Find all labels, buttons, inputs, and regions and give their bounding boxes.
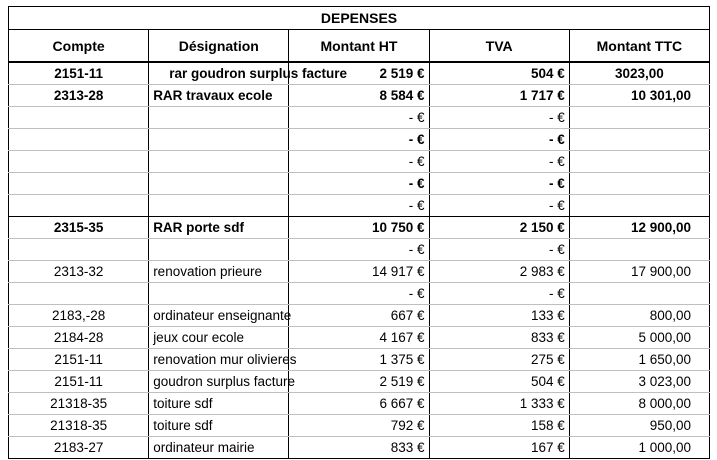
header-montant-ht: Montant HT [289,30,429,63]
cell-compte: 2313-32 [9,261,149,283]
table-row [9,305,710,327]
cell-compte: 2151-11 [9,349,149,371]
cell-compte: 2184-28 [9,327,149,349]
cell-designation [149,173,289,195]
cell-montant-ht: - € [289,195,429,217]
table-row [9,327,710,349]
table-row [9,195,710,217]
cell-montant-ht: 2 519 € [289,371,429,393]
cell-montant-ttc: 10 301,00 [569,85,709,107]
cell-tva: 133 € [429,305,569,327]
header-designation: Désignation [149,30,289,63]
cell-montant-ht: 6 667 € [289,393,429,415]
cell-tva: - € [429,239,569,261]
cell-montant-ttc [569,151,709,173]
table-row [9,85,710,107]
header-tva: TVA [429,30,569,63]
cell-designation [149,239,289,261]
cell-designation: renovation mur olivieres [149,349,289,371]
cell-tva: - € [429,129,569,151]
table-row [9,261,710,283]
cell-montant-ttc: 3 023,00 [569,371,709,393]
cell-montant-ttc: 800,00 [569,305,709,327]
cell-montant-ht: - € [289,107,429,129]
cell-montant-ht: 667 € [289,305,429,327]
table-row [9,129,710,151]
cell-montant-ht: 8 584 € [289,85,429,107]
cell-tva: 504 € [429,62,569,85]
cell-tva: 275 € [429,349,569,371]
cell-tva: - € [429,173,569,195]
cell-montant-ttc: 12 900,00 [569,217,709,239]
cell-compte [9,173,149,195]
cell-tva: - € [429,151,569,173]
table-row [9,371,710,393]
cell-compte [9,195,149,217]
cell-tva: 1 717 € [429,85,569,107]
cell-montant-ht: 14 917 € [289,261,429,283]
cell-designation: ordinateur mairie [149,437,289,459]
cell-montant-ht: - € [289,173,429,195]
cell-montant-ttc: 1 650,00 [569,349,709,371]
header-compte: Compte [9,30,149,63]
cell-tva: - € [429,283,569,305]
table-row [9,62,710,85]
cell-montant-ttc: 3023,00 [569,62,709,85]
cell-tva: - € [429,195,569,217]
cell-designation: toiture sdf [149,393,289,415]
cell-montant-ttc [569,283,709,305]
cell-designation [149,129,289,151]
table-row [9,415,710,437]
cell-compte [9,239,149,261]
cell-montant-ttc: 5 000,00 [569,327,709,349]
cell-montant-ht: 833 € [289,437,429,459]
cell-designation: ordinateur enseignante [149,305,289,327]
cell-designation: jeux cour ecole [149,327,289,349]
cell-tva: 2 150 € [429,217,569,239]
cell-compte: 2315-35 [9,217,149,239]
cell-designation [149,283,289,305]
cell-montant-ht: - € [289,151,429,173]
table-row [9,283,710,305]
cell-tva: 2 983 € [429,261,569,283]
cell-montant-ttc [569,107,709,129]
cell-designation: RAR porte sdf [149,217,289,239]
cell-compte [9,107,149,129]
cell-montant-ttc [569,129,709,151]
cell-designation: renovation prieure [149,261,289,283]
table-row [9,393,710,415]
depenses-table [8,6,710,459]
table-row [9,239,710,261]
cell-designation: toiture sdf [149,415,289,437]
table-body [9,62,710,459]
cell-tva: 167 € [429,437,569,459]
table-row [9,217,710,239]
cell-montant-ttc [569,173,709,195]
table-title: DEPENSES [9,7,710,30]
table-row [9,107,710,129]
cell-tva: 1 333 € [429,393,569,415]
cell-montant-ht: - € [289,239,429,261]
cell-designation: rar goudron surplus facture [149,62,289,85]
cell-montant-ttc [569,239,709,261]
cell-montant-ttc: 950,00 [569,415,709,437]
table-row [9,151,710,173]
cell-montant-ttc [569,195,709,217]
cell-designation [149,107,289,129]
cell-compte [9,283,149,305]
cell-montant-ht: - € [289,283,429,305]
cell-montant-ht: 4 167 € [289,327,429,349]
cell-montant-ttc: 17 900,00 [569,261,709,283]
cell-compte [9,129,149,151]
cell-montant-ht: 10 750 € [289,217,429,239]
cell-compte [9,151,149,173]
cell-compte: 2313-28 [9,85,149,107]
cell-designation: RAR travaux ecole [149,85,289,107]
cell-designation [149,195,289,217]
cell-compte: 2151-11 [9,371,149,393]
table-row [9,173,710,195]
header-montant-ttc: Montant TTC [569,30,709,63]
table-header-row [9,30,710,63]
cell-designation: goudron surplus facture [149,371,289,393]
cell-tva: - € [429,107,569,129]
cell-montant-ht: 2 519 € [289,62,429,85]
cell-designation [149,151,289,173]
cell-compte: 21318-35 [9,393,149,415]
cell-compte: 2183-27 [9,437,149,459]
table-title-row [9,7,710,30]
cell-montant-ht: 1 375 € [289,349,429,371]
table-row [9,349,710,371]
cell-montant-ht: - € [289,129,429,151]
cell-compte: 2183,-28 [9,305,149,327]
table-row [9,437,710,459]
cell-montant-ttc: 8 000,00 [569,393,709,415]
cell-compte: 2151-11 [9,62,149,85]
cell-tva: 158 € [429,415,569,437]
cell-montant-ttc: 1 000,00 [569,437,709,459]
cell-tva: 833 € [429,327,569,349]
cell-tva: 504 € [429,371,569,393]
cell-compte: 21318-35 [9,415,149,437]
cell-montant-ht: 792 € [289,415,429,437]
